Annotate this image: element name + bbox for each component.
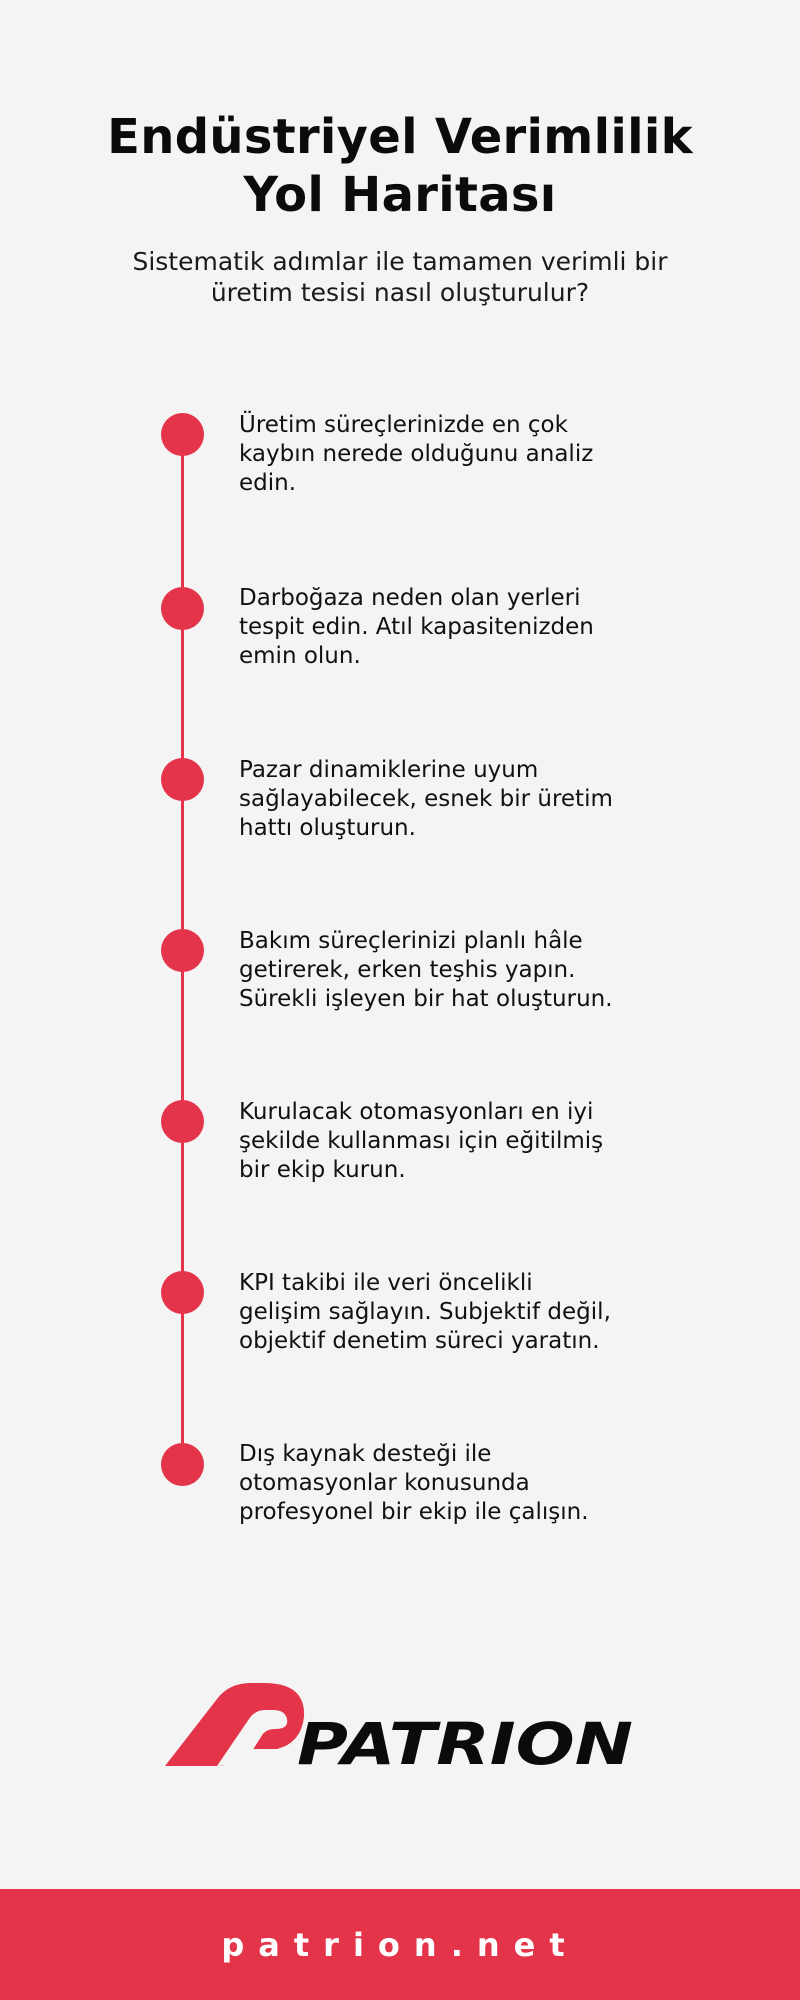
page-title-line-1: Endüstriyel Verimlilik <box>107 109 693 165</box>
patrion-logo-wordmark: PATRION <box>297 1710 633 1767</box>
page-subtitle-line-1: Sistematik adımlar ile tamamen verimli bir <box>132 247 668 276</box>
timeline-step-5 <box>239 1098 659 1185</box>
step-4-line-1: Bakım süreçlerinizi planlı hâle <box>239 928 583 954</box>
timeline-dot-4 <box>161 929 204 972</box>
step-7-line-1: Dış kaynak desteği ile <box>239 1441 492 1467</box>
step-7-line-2: otomasyonlar konusunda <box>239 1470 530 1496</box>
timeline-dot-1 <box>161 413 204 456</box>
step-3-line-2: sağlayabilecek, esnek bir üretim <box>239 786 613 812</box>
page-title <box>0 108 800 224</box>
step-6-line-1: KPI takibi ile veri öncelikli <box>239 1270 533 1296</box>
step-5-line-3: bir ekip kurun. <box>239 1157 406 1183</box>
timeline-dot-6 <box>161 1271 204 1314</box>
timeline-step-1 <box>239 411 659 498</box>
step-4-line-3: Sürekli işleyen bir hat oluşturun. <box>239 986 613 1012</box>
step-5-line-1: Kurulacak otomasyonları en iyi <box>239 1099 594 1125</box>
timeline-dot-2 <box>161 587 204 630</box>
timeline-step-7 <box>239 1440 659 1527</box>
footer-bar <box>0 1889 800 2000</box>
step-2-line-1: Darboğaza neden olan yerleri <box>239 585 581 611</box>
step-1-line-3: edin. <box>239 470 297 496</box>
timeline-step-3 <box>239 756 659 843</box>
step-6-line-2: gelişim sağlayın. Subjektif değil, <box>239 1299 611 1325</box>
step-1-line-1: Üretim süreçlerinizde en çok <box>239 412 568 438</box>
timeline-dot-7 <box>161 1443 204 1486</box>
step-2-line-2: tespit edin. Atıl kapasitenizden <box>239 614 594 640</box>
timeline-step-4 <box>239 927 659 1014</box>
patrion-logo-mark <box>165 1683 304 1766</box>
page-subtitle <box>0 246 800 308</box>
step-3-line-1: Pazar dinamiklerine uyum <box>239 757 539 783</box>
timeline-step-2 <box>239 584 659 671</box>
step-2-line-3: emin olun. <box>239 643 361 669</box>
patrion-logo <box>165 1683 637 1767</box>
timeline-dot-3 <box>161 758 204 801</box>
step-5-line-2: şekilde kullanması için eğitilmiş <box>239 1128 604 1154</box>
page-title-line-2: Yol Haritası <box>243 167 557 223</box>
page-subtitle-line-2: üretim tesisi nasıl oluşturulur? <box>210 278 590 307</box>
timeline-step-6 <box>239 1269 659 1356</box>
step-6-line-3: objektif denetim süreci yaratın. <box>239 1328 600 1354</box>
step-1-line-2: kaybın nerede olduğunu analiz <box>239 441 594 467</box>
step-7-line-3: profesyonel bir ekip ile çalışın. <box>239 1499 589 1525</box>
timeline-dot-5 <box>161 1100 204 1143</box>
step-4-line-2: getirerek, erken teşhis yapın. <box>239 957 576 983</box>
footer-website-link[interactable]: patrion.net <box>221 1926 579 1964</box>
step-3-line-3: hattı oluşturun. <box>239 815 416 841</box>
